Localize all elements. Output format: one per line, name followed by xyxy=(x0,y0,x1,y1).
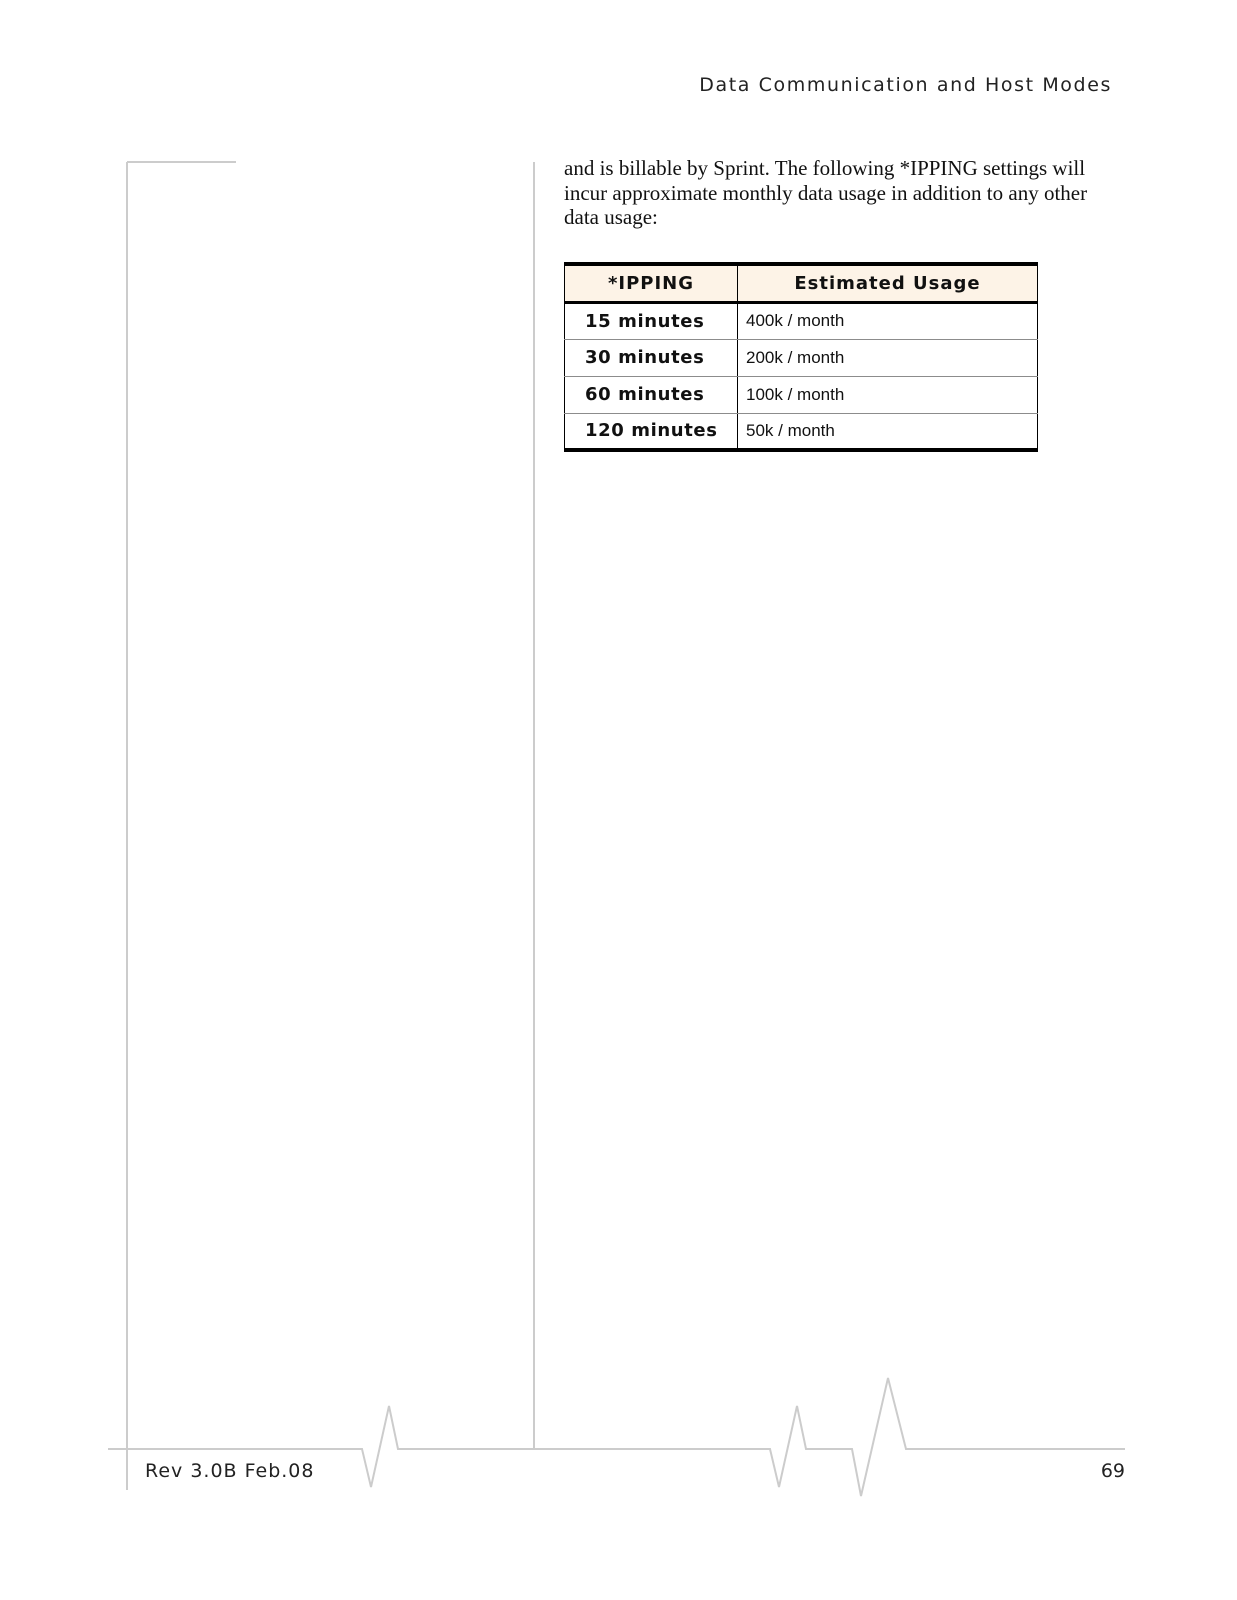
usage-cell: 50k / month xyxy=(738,413,1038,450)
interval-cell: 15 minutes xyxy=(565,302,738,339)
interval-cell: 60 minutes xyxy=(565,376,738,413)
usage-cell: 100k / month xyxy=(738,376,1038,413)
footer-revision: Rev 3.0B Feb.08 xyxy=(145,1460,315,1482)
table-header-row xyxy=(565,264,1038,302)
table-row xyxy=(565,339,1038,376)
header-estimated-usage: Estimated Usage xyxy=(738,264,1038,302)
interval-cell: 120 minutes xyxy=(565,413,738,450)
table-row xyxy=(565,413,1038,450)
page-header-title: Data Communication and Host Modes xyxy=(699,74,1112,96)
ipping-usage-table xyxy=(564,262,1038,452)
header-ipping: *IPPING xyxy=(565,264,738,302)
usage-cell: 200k / month xyxy=(738,339,1038,376)
table-row xyxy=(565,302,1038,339)
body-paragraph: and is billable by Sprint. The following *IPPING settings will incur approximate monthly data usage in addition to any other data usage: xyxy=(564,156,1088,229)
usage-cell: 400k / month xyxy=(738,302,1038,339)
interval-cell: 30 minutes xyxy=(565,339,738,376)
table-row xyxy=(565,376,1038,413)
footer-page-number: 69 xyxy=(1100,1460,1125,1482)
